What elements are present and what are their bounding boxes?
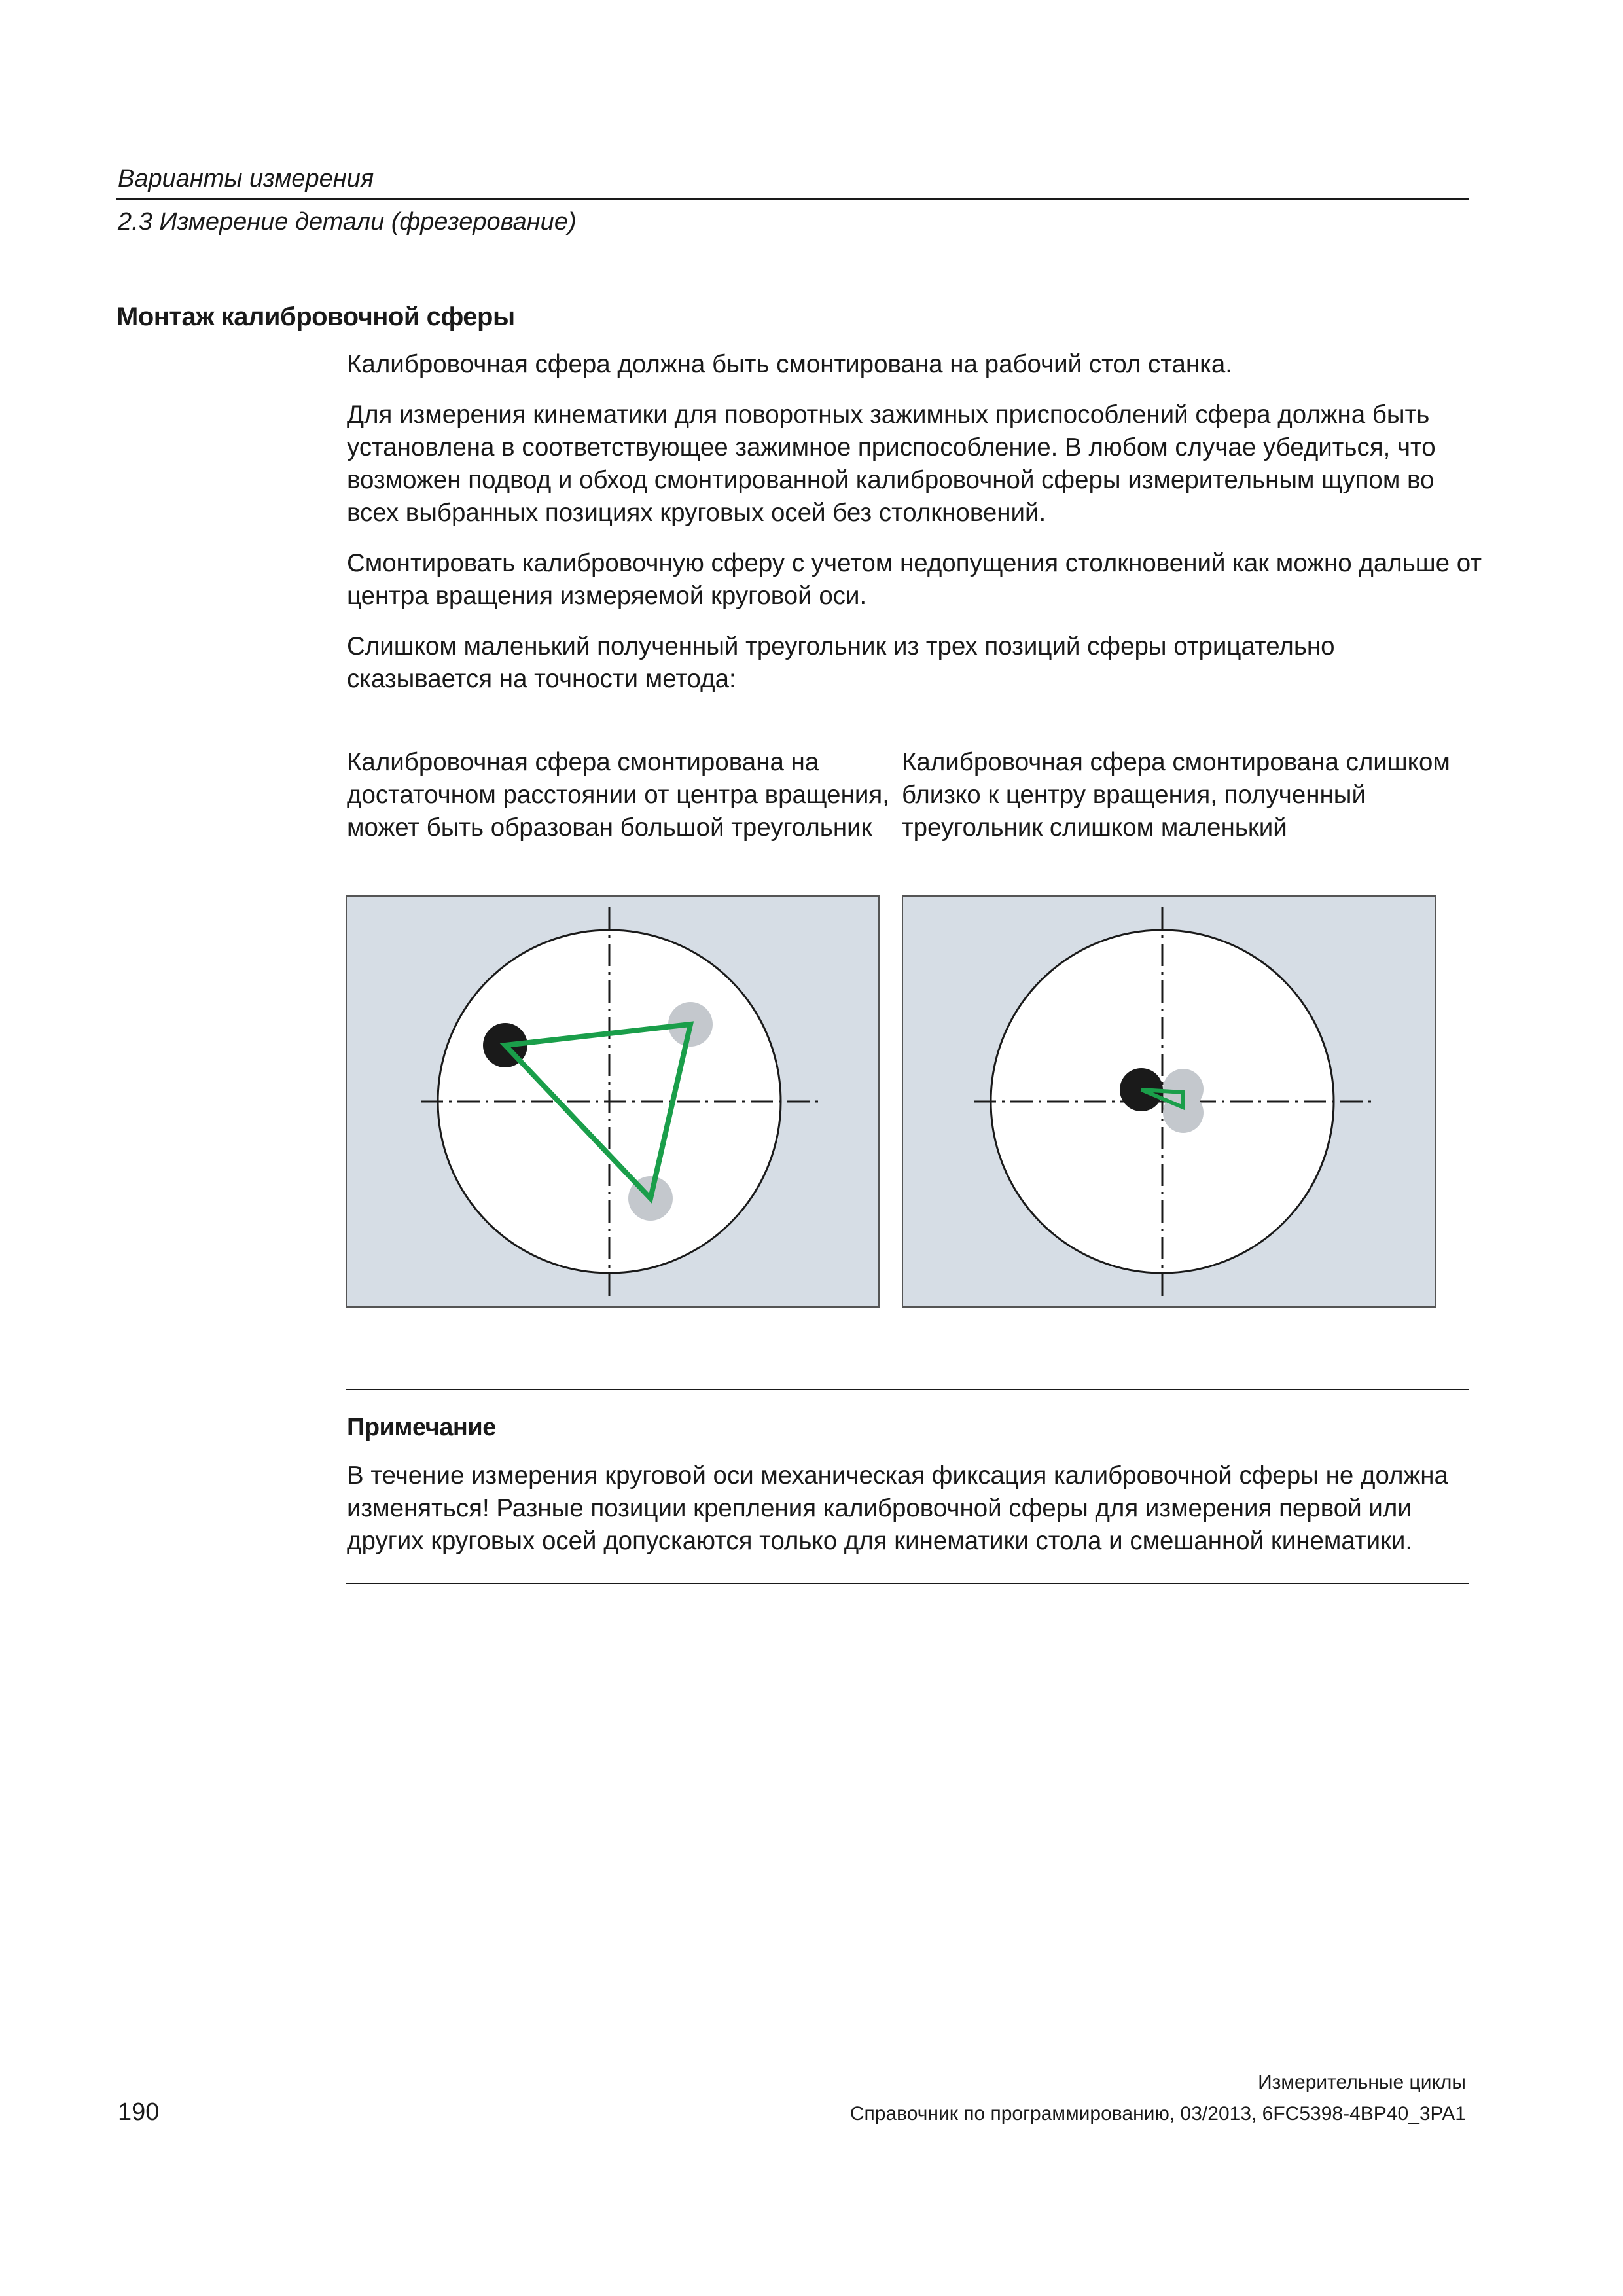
- figure-large-triangle: [346, 895, 880, 1308]
- figure-small-triangle: [902, 895, 1436, 1308]
- page-number: 190: [118, 2098, 160, 2126]
- paragraph-3: Смонтировать калибровочную сферу с учетом недопущения столкновений как можно дальше от центра вращения измеряемой круговой оси.: [347, 549, 1482, 610]
- section-heading: Монтаж калибровочной сферы: [116, 302, 515, 331]
- body-text: [347, 348, 1486, 713]
- paragraph-4: Слишком маленький полученный треугольник из трех позиций сферы отрицательно сказывается на точности метода:: [347, 632, 1335, 693]
- note-text: В течение измерения круговой оси механическая фиксация калибровочной сферы не должна изменяться! Разные позиции крепления калибровочной сферы для измерения первой или других круговых осей допускаются только для кинематики стола и смешанной кинематики.: [347, 1462, 1448, 1555]
- note-bottom-rule: [346, 1583, 1469, 1584]
- running-header-section: 2.3 Измерение детали (фрезерование): [118, 208, 577, 236]
- paragraph-1: Калибровочная сфера должна быть смонтирована на рабочий стол станка.: [347, 350, 1232, 378]
- note-title: Примечание: [347, 1414, 496, 1441]
- footer-book-title: Измерительные циклы: [1258, 2072, 1466, 2093]
- paragraph-2: Для измерения кинематики для поворотных зажимных приспособлений сфера должна быть установлена в соответствующее зажимное приспособление. В любом случае убедиться, что возможен подвод и обход смонтированной калибровочной сферы измерительным щупом во всех выбранных позициях круговых осей без столкновений.: [347, 401, 1436, 527]
- figure-right-caption: Калибровочная сфера смонтирована слишком близко к центру вращения, полученный треугольник слишком маленький: [902, 748, 1450, 842]
- header-rule: [116, 198, 1469, 200]
- figure-left-caption: Калибровочная сфера смонтирована на достаточном расстоянии от центра вращения, может быть образован большой треугольник: [347, 748, 889, 842]
- running-header-chapter: Варианты измерения: [118, 165, 374, 192]
- footer-reference: Справочник по программированию, 03/2013, 6FC5398-4BP40_3PA1: [849, 2103, 1466, 2125]
- note-top-rule: [346, 1389, 1469, 1390]
